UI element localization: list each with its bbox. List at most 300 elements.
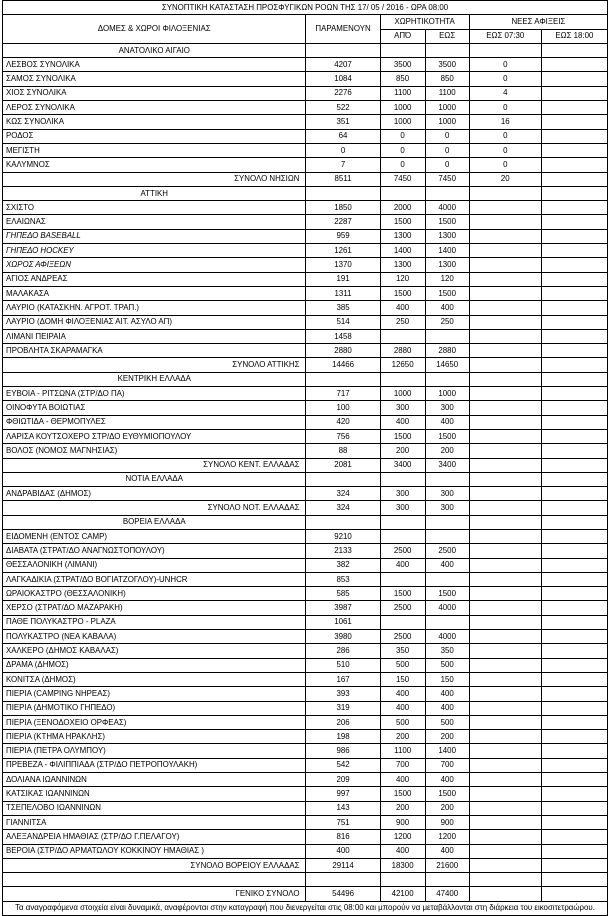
capacity-to: 300 xyxy=(425,401,469,415)
capacity-from: 400 xyxy=(380,701,425,715)
staying-count: 853 xyxy=(306,572,380,586)
facility-name: ΠΙΕΡΙΑ (ΚΤΗΜΑ ΗΡΑΚΛΗΣ) xyxy=(3,730,306,744)
arrivals-1800 xyxy=(541,773,607,787)
capacity-to: 1500 xyxy=(425,587,469,601)
subtotal-row xyxy=(3,458,608,472)
staying-count: 351 xyxy=(306,115,380,129)
capacity-from: 1300 xyxy=(380,229,425,243)
staying-count: 1261 xyxy=(306,244,380,258)
staying-count: 54496 xyxy=(306,887,380,901)
arrivals-0730 xyxy=(469,201,541,215)
arrivals-0730 xyxy=(469,358,541,372)
capacity-to: 3400 xyxy=(425,458,469,472)
staying-count: 393 xyxy=(306,687,380,701)
staying-count: 1370 xyxy=(306,258,380,272)
section-empty-cell-staying xyxy=(306,472,380,486)
subtotal-label: ΓΕΝΙΚΟ ΣΥΝΟΛΟ xyxy=(3,887,306,901)
capacity-from: 500 xyxy=(380,715,425,729)
arrivals-1800 xyxy=(541,172,607,186)
table-row xyxy=(3,758,608,772)
capacity-from: 120 xyxy=(380,272,425,286)
arrivals-0730: 0 xyxy=(469,101,541,115)
arrivals-1800 xyxy=(541,844,607,858)
section-empty-cell-a0730 xyxy=(469,186,541,200)
facility-name: ΑΛΕΞΑΝΔΡΕΙΑ ΗΜΑΘΙΑΣ (ΣΤΡ/ΔΟ Γ.ΠΕΛΑΓΟΥ) xyxy=(3,830,306,844)
arrivals-1800 xyxy=(541,401,607,415)
staying-count: 1311 xyxy=(306,286,380,300)
facility-name: ΑΝΔΡΑΒΙΔΑΣ (ΔΗΜΟΣ) xyxy=(3,487,306,501)
capacity-to: 300 xyxy=(425,501,469,515)
arrivals-0730 xyxy=(469,229,541,243)
capacity-to: 0 xyxy=(425,143,469,157)
capacity-from: 12650 xyxy=(380,358,425,372)
staying-count: 3987 xyxy=(306,601,380,615)
staying-count: 756 xyxy=(306,429,380,443)
table-row xyxy=(3,544,608,558)
arrivals-0730 xyxy=(469,286,541,300)
capacity-from: 2500 xyxy=(380,544,425,558)
staying-count: 319 xyxy=(306,701,380,715)
capacity-from: 400 xyxy=(380,301,425,315)
capacity-to: 1500 xyxy=(425,787,469,801)
arrivals-0730 xyxy=(469,558,541,572)
spacer-cell xyxy=(425,873,469,887)
staying-count: 324 xyxy=(306,501,380,515)
arrivals-0730 xyxy=(469,658,541,672)
facility-name: ΔΟΛΙΑΝΑ ΙΩΑΝΝΙΝΩΝ xyxy=(3,773,306,787)
capacity-to: 4000 xyxy=(425,201,469,215)
facility-name: ΠΟΛΥΚΑΣΤΡΟ (ΝΕΑ ΚΑΒΑΛΑ) xyxy=(3,630,306,644)
arrivals-0730: 0 xyxy=(469,158,541,172)
section-empty-cell-from xyxy=(380,515,425,529)
section-empty-cell-a0730 xyxy=(469,43,541,57)
facility-name: ΡΟΔΟΣ xyxy=(3,129,306,143)
capacity-to: 14650 xyxy=(425,358,469,372)
capacity-to: 1400 xyxy=(425,744,469,758)
table-row xyxy=(3,315,608,329)
arrivals-1800 xyxy=(541,286,607,300)
arrivals-1800 xyxy=(541,501,607,515)
capacity-to: 250 xyxy=(425,315,469,329)
arrivals-0730 xyxy=(469,501,541,515)
arrivals-0730 xyxy=(469,387,541,401)
table-footer xyxy=(3,901,608,915)
arrivals-0730 xyxy=(469,544,541,558)
table-row xyxy=(3,429,608,443)
staying-count: 585 xyxy=(306,587,380,601)
arrivals-1800 xyxy=(541,258,607,272)
capacity-from: 150 xyxy=(380,672,425,686)
refugee-flows-table xyxy=(2,0,608,916)
arrivals-1800 xyxy=(541,358,607,372)
capacity-from: 0 xyxy=(380,158,425,172)
facility-name: ΓΙΑΝΝΙΤΣΑ xyxy=(3,815,306,829)
capacity-to: 200 xyxy=(425,444,469,458)
capacity-from: 400 xyxy=(380,844,425,858)
arrivals-0730 xyxy=(469,630,541,644)
capacity-from: 0 xyxy=(380,129,425,143)
capacity-to: 0 xyxy=(425,158,469,172)
capacity-from: 3500 xyxy=(380,58,425,72)
arrivals-0730: 4 xyxy=(469,86,541,100)
capacity-from: 1300 xyxy=(380,258,425,272)
capacity-to: 0 xyxy=(425,129,469,143)
table-row xyxy=(3,344,608,358)
staying-count: 959 xyxy=(306,229,380,243)
capacity-to xyxy=(425,615,469,629)
section-empty-cell-a1800 xyxy=(541,372,607,386)
capacity-from: 200 xyxy=(380,444,425,458)
facility-name: ΒΕΡΟΙΑ (ΣΤΡ/ΔΟ ΑΡΜΑΤΩΛΟΥ ΚΟΚΚΙΝΟΥ ΗΜΑΘΙΑΣ ) xyxy=(3,844,306,858)
column-header-capacity-from: ΑΠΌ xyxy=(380,29,425,43)
table-row xyxy=(3,387,608,401)
arrivals-1800 xyxy=(541,529,607,543)
arrivals-0730 xyxy=(469,801,541,815)
arrivals-1800 xyxy=(541,129,607,143)
arrivals-1800 xyxy=(541,558,607,572)
capacity-to: 1000 xyxy=(425,387,469,401)
capacity-to: 1500 xyxy=(425,429,469,443)
capacity-from: 200 xyxy=(380,801,425,815)
capacity-to: 4000 xyxy=(425,630,469,644)
capacity-to: 350 xyxy=(425,644,469,658)
capacity-to: 400 xyxy=(425,415,469,429)
table-row xyxy=(3,844,608,858)
capacity-from: 1500 xyxy=(380,215,425,229)
arrivals-1800 xyxy=(541,301,607,315)
capacity-to: 21600 xyxy=(425,858,469,872)
staying-count: 0 xyxy=(306,143,380,157)
capacity-to: 200 xyxy=(425,801,469,815)
capacity-to: 1300 xyxy=(425,258,469,272)
staying-count: 167 xyxy=(306,672,380,686)
staying-count: 382 xyxy=(306,558,380,572)
table-row xyxy=(3,601,608,615)
staying-count: 209 xyxy=(306,773,380,787)
capacity-from: 1000 xyxy=(380,387,425,401)
capacity-to: 1200 xyxy=(425,830,469,844)
staying-count: 1084 xyxy=(306,72,380,86)
arrivals-1800 xyxy=(541,487,607,501)
arrivals-1800 xyxy=(541,587,607,601)
facility-name: ΜΑΛΑΚΑΣΑ xyxy=(3,286,306,300)
section-empty-cell-to xyxy=(425,186,469,200)
staying-count: 420 xyxy=(306,415,380,429)
header-row-primary xyxy=(3,15,608,29)
section-empty-cell-a0730 xyxy=(469,372,541,386)
arrivals-0730 xyxy=(469,401,541,415)
staying-count: 324 xyxy=(306,487,380,501)
facility-name: ΛΑΡΙΣΑ ΚΟΥΤΣΟΧΕΡΟ ΣΤΡ/ΔΟ ΕΥΘΥΜΙΟΠΟΥΛΟΥ xyxy=(3,429,306,443)
arrivals-0730 xyxy=(469,315,541,329)
report-title: ΣΥΝΟΠΤΙΚΗ ΚΑΤΑΣΤΑΣΗ ΠΡΟΣΦΥΓΙΚΩΝ ΡΟΩΝ ΤΗΣ 17/ 05 / 2016 - ΩΡΑ 08:00 xyxy=(3,1,608,15)
staying-count: 2276 xyxy=(306,86,380,100)
section-header-label: ΒΟΡΕΙΑ ΕΛΛΑΔΑ xyxy=(3,515,306,529)
table-row xyxy=(3,529,608,543)
table-row xyxy=(3,572,608,586)
table-row xyxy=(3,286,608,300)
facility-name: ΚΟΝΙΤΣΑ (ΔΗΜΟΣ) xyxy=(3,672,306,686)
table-row xyxy=(3,272,608,286)
facility-name: ΛΑΓΚΑΔΙΚΙΑ (ΣΤΡΑΤ/ΔΟ ΒΟΓΙΑΤΖΟΓΛΟΥ)-UNHCR xyxy=(3,572,306,586)
arrivals-1800 xyxy=(541,787,607,801)
capacity-to: 1100 xyxy=(425,86,469,100)
table-body xyxy=(3,43,608,901)
arrivals-0730: 16 xyxy=(469,115,541,129)
table-row xyxy=(3,129,608,143)
subtotal-row xyxy=(3,172,608,186)
facility-name: ΚΑΤΣΙΚΑΣ ΙΩΑΝΝΙΝΩΝ xyxy=(3,787,306,801)
capacity-from: 1000 xyxy=(380,115,425,129)
capacity-from: 300 xyxy=(380,401,425,415)
table-row xyxy=(3,487,608,501)
section-empty-cell-to xyxy=(425,515,469,529)
capacity-to: 1300 xyxy=(425,229,469,243)
capacity-from: 2500 xyxy=(380,601,425,615)
facility-name: ΠΡΕΒΕΖΑ - ΦΙΛΙΠΠΙΑΔΑ (ΣΤΡ/ΔΟ ΠΕΤΡΟΠΟΥΛΑΚΗ) xyxy=(3,758,306,772)
arrivals-1800 xyxy=(541,858,607,872)
section-empty-cell-a0730 xyxy=(469,472,541,486)
subtotal-label: ΣΥΝΟΛΟ ΚΕΝΤ. ΕΛΛΑΔΑΣ xyxy=(3,458,306,472)
capacity-from: 2880 xyxy=(380,344,425,358)
capacity-from: 300 xyxy=(380,487,425,501)
section-header-row xyxy=(3,372,608,386)
capacity-to: 150 xyxy=(425,672,469,686)
arrivals-1800 xyxy=(541,58,607,72)
arrivals-0730 xyxy=(469,887,541,901)
staying-count: 7 xyxy=(306,158,380,172)
facility-name: ΛΕΣΒΟΣ ΣΥΝΟΛΙΚΑ xyxy=(3,58,306,72)
capacity-from xyxy=(380,529,425,543)
table-row xyxy=(3,615,608,629)
arrivals-0730 xyxy=(469,644,541,658)
footnote-text: Τα αναγραφόμενα στοιχεία είναι δυναμικά, αναφέρονται στην καταγραφή που διενεργείται στις 08:00 και μπορούν να μεταβάλλονται στη διάρκεια του εικοσιτετραώρου. xyxy=(3,901,608,915)
arrivals-0730: 0 xyxy=(469,129,541,143)
table-row xyxy=(3,830,608,844)
staying-count: 514 xyxy=(306,315,380,329)
arrivals-1800 xyxy=(541,672,607,686)
arrivals-1800 xyxy=(541,201,607,215)
table-row xyxy=(3,672,608,686)
capacity-from: 1200 xyxy=(380,830,425,844)
staying-count: 816 xyxy=(306,830,380,844)
arrivals-1800 xyxy=(541,444,607,458)
table-row xyxy=(3,401,608,415)
capacity-to: 500 xyxy=(425,658,469,672)
staying-count: 191 xyxy=(306,272,380,286)
capacity-to: 200 xyxy=(425,730,469,744)
subtotal-row xyxy=(3,858,608,872)
spacer-cell xyxy=(306,873,380,887)
staying-count: 522 xyxy=(306,101,380,115)
spacer-row xyxy=(3,873,608,887)
section-empty-cell-from xyxy=(380,43,425,57)
section-empty-cell-staying xyxy=(306,43,380,57)
facility-name: ΚΩΣ ΣΥΝΟΛΙΚΑ xyxy=(3,115,306,129)
section-header-label: ΑΤΤΙΚΗ xyxy=(3,186,306,200)
staying-count: 8511 xyxy=(306,172,380,186)
capacity-from: 1500 xyxy=(380,787,425,801)
subtotal-row xyxy=(3,501,608,515)
column-header-facilities: ΔΟΜΕΣ & ΧΩΡΟΙ ΦΙΛΟΞΕΝΙΑΣ xyxy=(3,15,306,44)
capacity-to: 4000 xyxy=(425,601,469,615)
arrivals-0730 xyxy=(469,787,541,801)
arrivals-1800 xyxy=(541,601,607,615)
capacity-to: 1400 xyxy=(425,244,469,258)
capacity-from: 700 xyxy=(380,758,425,772)
capacity-from: 7450 xyxy=(380,172,425,186)
arrivals-0730 xyxy=(469,215,541,229)
section-header-row xyxy=(3,43,608,57)
arrivals-0730 xyxy=(469,272,541,286)
arrivals-0730 xyxy=(469,415,541,429)
arrivals-0730 xyxy=(469,487,541,501)
staying-count: 4207 xyxy=(306,58,380,72)
staying-count: 64 xyxy=(306,129,380,143)
table-row xyxy=(3,558,608,572)
capacity-from: 400 xyxy=(380,558,425,572)
arrivals-1800 xyxy=(541,215,607,229)
facility-name: ΠΡΟΒΛΗΤΑ ΣΚΑΡΑΜΑΓΚΑ xyxy=(3,344,306,358)
capacity-from: 400 xyxy=(380,415,425,429)
arrivals-1800 xyxy=(541,387,607,401)
table-row xyxy=(3,86,608,100)
facility-name: ΕΛΑΙΩΝΑΣ xyxy=(3,215,306,229)
table-row xyxy=(3,158,608,172)
footnote-row xyxy=(3,901,608,915)
facility-name: ΔΙΑΒΑΤΑ (ΣΤΡΑΤ/ΔΟ ΑΝΑΓΝΩΣΤΟΠΟΥΛΟΥ) xyxy=(3,544,306,558)
section-empty-cell-from xyxy=(380,472,425,486)
facility-name: ΑΓΙΟΣ ΑΝΔΡΕΑΣ xyxy=(3,272,306,286)
arrivals-1800 xyxy=(541,429,607,443)
arrivals-1800 xyxy=(541,315,607,329)
capacity-to: 3500 xyxy=(425,58,469,72)
arrivals-0730 xyxy=(469,329,541,343)
table-row xyxy=(3,744,608,758)
table-row xyxy=(3,715,608,729)
subtotal-label: ΣΥΝΟΛΟ ΝΟΤ. ΕΛΛΑΔΑΣ xyxy=(3,501,306,515)
arrivals-0730: 0 xyxy=(469,72,541,86)
arrivals-1800 xyxy=(541,644,607,658)
table-row xyxy=(3,587,608,601)
capacity-from: 300 xyxy=(380,501,425,515)
facility-name: ΛΕΡΟΣ ΣΥΝΟΛΙΚΑ xyxy=(3,101,306,115)
capacity-to: 400 xyxy=(425,687,469,701)
section-header-label: ΝΟΤΙΑ ΕΛΛΑΔΑ xyxy=(3,472,306,486)
section-header-label: ΑΝΑΤΟΛΙΚΟ ΑΙΓΑΙΟ xyxy=(3,43,306,57)
arrivals-0730 xyxy=(469,529,541,543)
section-empty-cell-staying xyxy=(306,515,380,529)
arrivals-0730 xyxy=(469,258,541,272)
section-empty-cell-a1800 xyxy=(541,186,607,200)
capacity-from: 42100 xyxy=(380,887,425,901)
section-empty-cell-a0730 xyxy=(469,515,541,529)
capacity-from: 200 xyxy=(380,730,425,744)
capacity-to: 1000 xyxy=(425,115,469,129)
arrivals-1800 xyxy=(541,815,607,829)
capacity-from xyxy=(380,572,425,586)
section-empty-cell-from xyxy=(380,372,425,386)
capacity-from: 1000 xyxy=(380,101,425,115)
capacity-to: 400 xyxy=(425,701,469,715)
arrivals-1800 xyxy=(541,658,607,672)
table-row xyxy=(3,773,608,787)
column-header-arrivals-0730: ΕΩΣ 07:30 xyxy=(469,29,541,43)
capacity-from: 1500 xyxy=(380,286,425,300)
arrivals-1800 xyxy=(541,158,607,172)
subtotal-label: ΣΥΝΟΛΟ ΒΟΡΕΙΟΥ ΕΛΛΑΔΑΣ xyxy=(3,858,306,872)
table-row xyxy=(3,815,608,829)
arrivals-0730 xyxy=(469,344,541,358)
arrivals-1800 xyxy=(541,572,607,586)
capacity-to: 7450 xyxy=(425,172,469,186)
staying-count: 206 xyxy=(306,715,380,729)
table-row xyxy=(3,301,608,315)
capacity-from: 3400 xyxy=(380,458,425,472)
staying-count: 2081 xyxy=(306,458,380,472)
facility-name: ΧΙΟΣ ΣΥΝΟΛΙΚΑ xyxy=(3,86,306,100)
staying-count: 198 xyxy=(306,730,380,744)
section-empty-cell-from xyxy=(380,186,425,200)
capacity-from: 1100 xyxy=(380,86,425,100)
arrivals-1800 xyxy=(541,715,607,729)
section-empty-cell-to xyxy=(425,372,469,386)
capacity-to: 1000 xyxy=(425,101,469,115)
facility-name: ΟΙΝΟΦΥΤΑ ΒΟΙΩΤΙΑΣ xyxy=(3,401,306,415)
subtotal-row xyxy=(3,358,608,372)
arrivals-0730 xyxy=(469,858,541,872)
table-row xyxy=(3,115,608,129)
facility-name: ΘΕΣΣΑΛΟΝΙΚΗ (ΛΙΜΑΝΙ) xyxy=(3,558,306,572)
facility-name: ΕΙΔΟΜΕΝΗ (ΕΝΤΟΣ CAMP) xyxy=(3,529,306,543)
facility-name: ΠΙΕΡΙΑ (ΞΕΝΟΔΟΧΕΙΟ ΟΡΦΕΑΣ) xyxy=(3,715,306,729)
capacity-to: 400 xyxy=(425,301,469,315)
staying-count: 143 xyxy=(306,801,380,815)
column-header-new-arrivals: ΝΕΕΣ ΑΦΙΞΕΙΣ xyxy=(469,15,607,29)
table-row xyxy=(3,701,608,715)
staying-count: 542 xyxy=(306,758,380,772)
arrivals-0730 xyxy=(469,701,541,715)
facility-name: ΠΙΕΡΙΑ (ΔΗΜΟΤΙΚΟ ΓΗΠΕΔΟ) xyxy=(3,701,306,715)
table-row xyxy=(3,229,608,243)
capacity-from: 1400 xyxy=(380,244,425,258)
subtotal-label: ΣΥΝΟΛΟ ΝΗΣΙΩΝ xyxy=(3,172,306,186)
arrivals-1800 xyxy=(541,615,607,629)
spacer-cell xyxy=(469,873,541,887)
section-empty-cell-a1800 xyxy=(541,43,607,57)
facility-name: ΓΗΠΕΔΟ HOCKEY xyxy=(3,244,306,258)
facility-name: ΕΥΒΟΙΑ - ΡΙΤΣΩΝΑ (ΣΤΡ/ΔΟ ΠΑ) xyxy=(3,387,306,401)
table-row xyxy=(3,201,608,215)
staying-count: 1850 xyxy=(306,201,380,215)
arrivals-0730: 0 xyxy=(469,143,541,157)
subtotal-label: ΣΥΝΟΛΟ ΑΤΤΙΚΗΣ xyxy=(3,358,306,372)
capacity-from: 900 xyxy=(380,815,425,829)
facility-name: ΠΙΕΡΙΑ (ΠΕΤΡΑ ΟΛΥΜΠΟΥ) xyxy=(3,744,306,758)
arrivals-0730 xyxy=(469,687,541,701)
arrivals-1800 xyxy=(541,830,607,844)
staying-count: 14466 xyxy=(306,358,380,372)
table-row xyxy=(3,644,608,658)
capacity-from: 250 xyxy=(380,315,425,329)
section-empty-cell-to xyxy=(425,43,469,57)
arrivals-1800 xyxy=(541,630,607,644)
capacity-to: 1500 xyxy=(425,286,469,300)
arrivals-0730 xyxy=(469,615,541,629)
capacity-from: 850 xyxy=(380,72,425,86)
table-row xyxy=(3,630,608,644)
arrivals-1800 xyxy=(541,143,607,157)
